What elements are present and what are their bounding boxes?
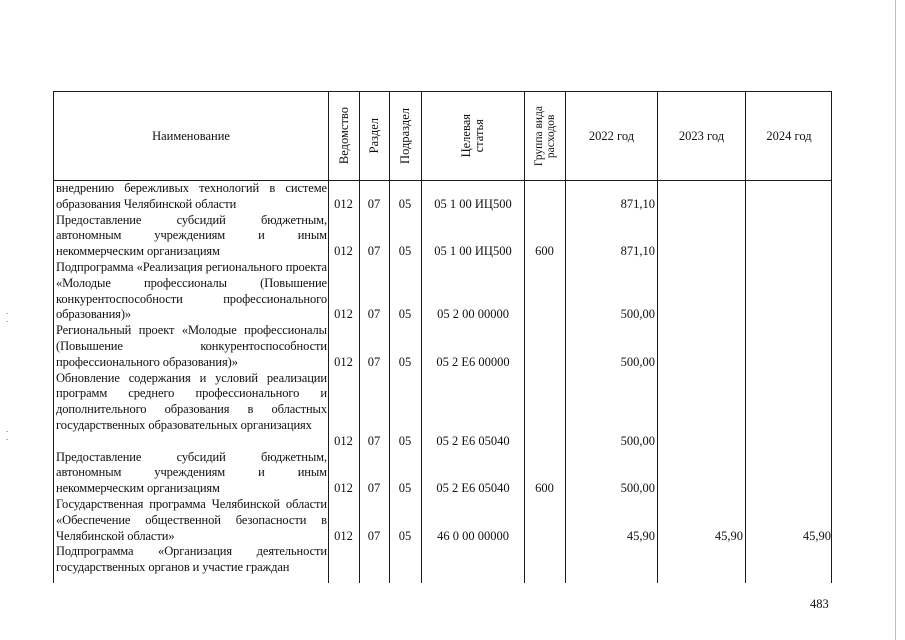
header-subsection-label: Подраздел bbox=[398, 108, 412, 164]
row-expense-group: 600 bbox=[535, 244, 554, 259]
row-subsection: 05 bbox=[398, 307, 412, 322]
row-expense-group: 600 bbox=[535, 481, 554, 496]
row-department: 012 bbox=[334, 244, 353, 259]
header-section-label: Раздел bbox=[367, 118, 381, 154]
header-year-2024-label: 2024 год bbox=[766, 128, 812, 143]
row-amount-2022: 500,00 bbox=[620, 481, 655, 496]
header-year-2022 bbox=[566, 92, 657, 180]
header-name bbox=[54, 92, 328, 180]
row-amount-2022: 45,90 bbox=[626, 528, 655, 543]
row-section: 07 bbox=[367, 433, 381, 448]
header-target-article-line1: Целевая bbox=[459, 114, 473, 158]
scan-mark bbox=[6, 431, 8, 432]
row-section: 07 bbox=[367, 481, 381, 496]
header-expense-group-line2: расходов bbox=[545, 114, 557, 158]
row-amount-2022: 500,00 bbox=[620, 307, 655, 322]
row-amount-2022: 871,10 bbox=[620, 196, 655, 211]
row-department: 012 bbox=[334, 354, 353, 369]
row-name: Обновление содержания и условий реализации программ среднего профессионального и дополнительного образования в областных государственных образовательных организациях bbox=[56, 370, 327, 432]
row-amount-2023: 45,90 bbox=[714, 528, 743, 543]
row-name: Подпрограмма «Реализация регионального проекта «Молодые профессионалы (Повышение конкурентоспособности профессионального образования)» bbox=[56, 260, 327, 322]
row-section: 07 bbox=[367, 307, 381, 322]
row-name: внедрению бережливых технологий в системе образования Челябинской области bbox=[56, 181, 327, 211]
row-amount-2022: 500,00 bbox=[620, 433, 655, 448]
page-edge bbox=[895, 0, 896, 640]
header-year-2022-label: 2022 год bbox=[588, 128, 635, 143]
row-section: 07 bbox=[367, 354, 381, 369]
row-name: Предоставление субсидий бюджетным, автономным учреждениям и иным некоммерческим организациям bbox=[56, 212, 327, 259]
row-subsection: 05 bbox=[398, 528, 412, 543]
row-target-article: 05 2 00 00000 bbox=[437, 307, 509, 322]
row-amount-2022: 871,10 bbox=[620, 244, 655, 259]
page-number: 483 bbox=[810, 597, 829, 611]
header-target-article-line2: статья bbox=[472, 119, 486, 153]
row-name: Государственная программа Челябинской области «Обеспечение общественной безопасности в Челябинской области» bbox=[56, 497, 327, 543]
header-expense-group bbox=[525, 92, 565, 180]
row-section: 07 bbox=[367, 528, 381, 543]
row-subsection: 05 bbox=[398, 196, 412, 211]
row-department: 012 bbox=[334, 528, 353, 543]
row-target-article: 05 2 Е6 00000 bbox=[436, 354, 510, 369]
row-department: 012 bbox=[334, 307, 353, 322]
row-amount-2022: 500,00 bbox=[620, 354, 655, 369]
header-target-article bbox=[422, 92, 524, 180]
row-name: Региональный проект «Молодые профессионалы (Повышение конкурентоспособности профессионального образования)» bbox=[56, 323, 327, 369]
row-subsection: 05 bbox=[398, 244, 412, 259]
row-department: 012 bbox=[334, 481, 353, 496]
header-expense-group-line1: Группа вида bbox=[533, 105, 545, 167]
row-name: Подпрограмма «Организация деятельности государственных органов и участие граждан bbox=[56, 544, 327, 575]
scan-mark bbox=[6, 439, 8, 440]
row-target-article: 46 0 00 00000 bbox=[437, 528, 509, 543]
scan-mark bbox=[6, 321, 8, 322]
row-name: Предоставление субсидий бюджетным, автономным учреждениям и иным некоммерческим организациям bbox=[56, 449, 327, 496]
row-department: 012 bbox=[334, 433, 353, 448]
row-target-article: 05 2 Е6 05040 bbox=[436, 481, 510, 496]
header-year-2023-label: 2023 год bbox=[678, 128, 725, 143]
row-target-article: 05 1 00 ИЦ500 bbox=[434, 244, 512, 259]
row-section: 07 bbox=[367, 244, 381, 259]
row-target-article: 05 1 00 ИЦ500 bbox=[434, 196, 512, 211]
header-department bbox=[329, 92, 359, 180]
row-target-article: 05 2 Е6 05040 bbox=[436, 433, 510, 448]
row-subsection: 05 bbox=[398, 481, 412, 496]
header-department-label: Ведомство bbox=[336, 107, 351, 165]
scan-mark bbox=[6, 313, 8, 314]
budget-table bbox=[53, 91, 832, 583]
row-department: 012 bbox=[334, 196, 353, 211]
row-amount-2024: 45,90 bbox=[802, 528, 831, 543]
header-expense-group-label bbox=[533, 106, 557, 166]
header-year-2023 bbox=[658, 92, 745, 180]
row-subsection: 05 bbox=[398, 433, 412, 448]
row-section: 07 bbox=[367, 196, 381, 211]
header-target-article-label bbox=[460, 114, 486, 157]
header-name-label: Наименование bbox=[152, 128, 230, 143]
row-subsection: 05 bbox=[398, 354, 412, 369]
header-subsection bbox=[390, 92, 421, 180]
header-year-2024 bbox=[746, 92, 832, 180]
header-section bbox=[360, 92, 389, 180]
